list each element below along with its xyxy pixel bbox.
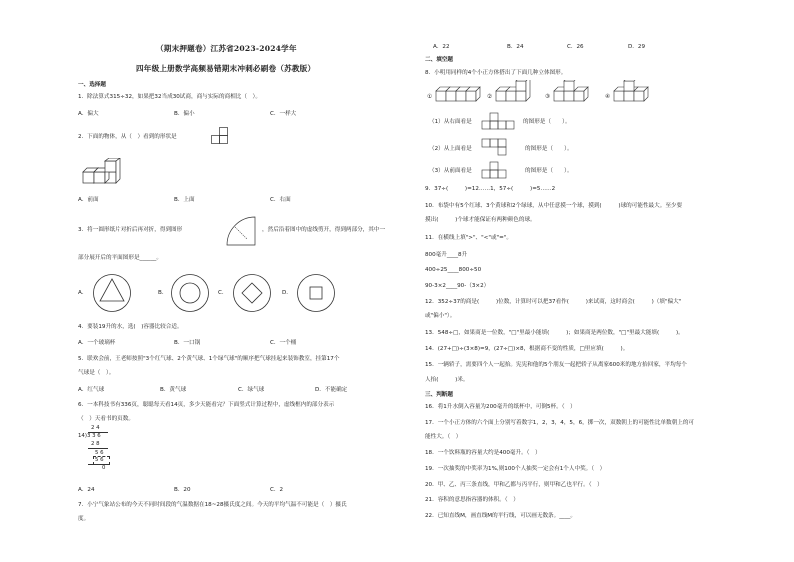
q3-figure-d [296, 273, 336, 313]
q8-figure-1 [435, 82, 485, 106]
q8-sub2: （2）从上面看是 [429, 146, 472, 152]
q8-sub3-shape [481, 161, 523, 179]
section-judge: 三、判断题 [425, 392, 453, 398]
section-fill: 二、填空题 [425, 57, 453, 63]
q20: 20．甲、乙、丙三条直线，甲和乙都与丙平行，则甲和乙也平行。（ ） [425, 482, 603, 488]
q3-opt-b: B． [158, 290, 168, 296]
q6-opt-b: B．20 [174, 487, 191, 493]
q1-opt-a: A．偏大 [78, 111, 99, 117]
q7-opt-a: A．22 [433, 44, 450, 50]
q8-sub2-shape [481, 138, 523, 158]
q6-quotient: 2 4 [91, 425, 100, 431]
left-column [78, 0, 400, 562]
q7-line1: 7．小宁气象站公布的今天不同时间段的气温数据在18~28摄氏度之间。今天的平均气温不可能是（ ）摄氏 [78, 502, 347, 508]
q1-opt-b: B．偏小 [174, 111, 195, 117]
q2-opt-a: A．前面 [78, 197, 99, 203]
q11-row3: 90-3×2____90-（3×2） [425, 283, 490, 289]
q7-opt-c: C．26 [567, 44, 584, 50]
q7-opt-b: B．24 [507, 44, 524, 50]
q8-figure-4 [613, 80, 657, 106]
q11: 11．在横线上填">"、"<"或"="。 [425, 235, 512, 241]
q8-sub2-tail: 的图形是（ ）。 [525, 146, 573, 152]
header-line1: （期末押题卷）江苏省2023-2024学年 [156, 44, 297, 53]
q3-part2: ，然后沿着图中的虚线剪开，得到两部分，其中一 [262, 227, 386, 233]
q2-view-figure [211, 125, 237, 147]
q15-line1: 15．一辆轿子，需要四个人一起抬。宪宪和他的5个朋友一起把轿子从离家600米的地方抬回家，平均每个 [425, 362, 687, 368]
q7-line2: 度。 [78, 516, 90, 522]
q8-label-4: ④ [605, 94, 611, 100]
q1-opt-c: C．一样大 [270, 111, 297, 117]
q15-line2: 人抬( )米。 [425, 377, 469, 383]
q3-quarter-circle [225, 215, 259, 247]
q2-opt-c: C．右面 [270, 197, 291, 203]
q2: 2．下面的物体，从（ ）看到的形状是 [78, 134, 177, 140]
q2-opt-b: B．上面 [174, 197, 195, 203]
q10-line1: 10．布袋中有5个红球、3个黄球和2个绿球，从中任意摸一个球，摸到( )球的可能性最大。至少要 [425, 203, 683, 209]
q3-figure-c [232, 273, 272, 313]
q8-figure-3 [553, 80, 601, 106]
q16: 16．将1升水倒入容量为200毫升的纸杯中，可倒5杯。（ ） [425, 404, 576, 410]
q22: 22．已知直线M，画直线M的平行线，可以画无数条。____。 [425, 513, 577, 519]
q3-opt-d: D． [282, 290, 292, 296]
q12-line2: 或"偏小"）。 [425, 313, 456, 319]
q2-cubes-figure [82, 158, 124, 190]
q8-sub3: （3）从前面看是 [429, 168, 472, 174]
q11-row1: 800毫升____8升 [425, 252, 468, 258]
q8-label-2: ② [487, 94, 493, 100]
q8-sub1-shape [481, 112, 521, 130]
q1: 1．除法算式315÷32，如果把32当成30试商，商与实际的商相比（ ）。 [78, 94, 261, 100]
q7-opt-d: D．29 [628, 44, 646, 50]
q8-figure-2 [495, 80, 543, 106]
q3-opt-c: C． [218, 290, 228, 296]
q6-line1: 6．一本科技书有336页，聪聪每天看14页，多少天能看完？下面竖式计算过程中，虚线框内的部分表示 [78, 402, 335, 408]
q12-line1: 12．352÷37的商是( )位数，计算时可以把37看作( )来试商，这时商会( )（填"偏大" [425, 299, 682, 305]
q8-label-1: ① [427, 94, 433, 100]
q5-line2: 气球是（ ）。 [78, 370, 115, 376]
q6-step3: 5 6 [95, 457, 104, 463]
q5-opt-c: C．绿气球 [238, 387, 265, 393]
q4: 4．要装19升的水，选( )容器比较合适。 [78, 324, 183, 330]
q8: 8．小明用同样的4个小正方体搭出了下面几种立体图形。 [425, 70, 567, 76]
q5-opt-b: B．黄气球 [160, 387, 187, 393]
q8-sub3-tail: 的图形是（ ）。 [525, 168, 573, 174]
q5-opt-a: A．红气球 [78, 387, 105, 393]
q3-part1: 3．将一圆形纸片对折后再对折，得到图形 [78, 227, 183, 233]
right-column [425, 0, 765, 562]
q4-opt-c: C．一个桶 [270, 340, 297, 346]
q17-line1: 17．一个小正方体的六个面上分别写着数字1，2，3，4，5，6，掷一次，双数朝上的可能性比单数朝上的可 [425, 420, 695, 426]
q9: 9．37÷( )=12……1，57÷( )=5……2 [425, 186, 556, 192]
q14: 14．(27+□)÷(3×8)=9，(27÷□)×8，根据商不变的性质，□里应填( )。 [425, 346, 629, 352]
header-line2: 四年级上册数学高频易错期末冲刺必刷卷（苏教版） [136, 64, 316, 73]
q21: 21．容积的意思指容器的体积。（ ） [425, 497, 519, 503]
q13: 13．548÷□，如果商是一位数，"□"里最小能填( )；如果商是两位数，"□"里最大能填( )。 [425, 330, 684, 336]
q5-line1: 5．联欢会前，王老师按照"3个红气球、2个黄气球、1个绿气球"的顺序把气球挂起来装饰教室，挂第17个 [78, 356, 340, 362]
q6-long-division [78, 425, 118, 471]
q6-opt-a: A．24 [78, 487, 95, 493]
q3-figure-b [170, 273, 210, 313]
q5-opt-d: D．不能确定 [315, 387, 348, 393]
q11-row2: 400÷25____800÷50 [425, 267, 482, 273]
q8-label-3: ③ [545, 94, 551, 100]
q3-figure-a [92, 273, 132, 313]
q3-part3: 部分展开后的平面图形是______。 [78, 255, 162, 261]
q19: 19．一次抽奖的中奖率为1%,则100个人抽奖一定会有1个人中奖。（ ） [425, 466, 606, 472]
q8-sub1: （1）从右面看是 [429, 119, 472, 125]
q3-opt-a: A． [78, 290, 88, 296]
q17-line2: 能性大。（ ） [425, 434, 462, 440]
q18: 18．一个饮料瓶的容量大约是400毫升。（ ） [425, 450, 541, 456]
q4-opt-a: A．一个玻璃杯 [78, 340, 116, 346]
q6-line2: （ ）天看书的页数。 [78, 416, 134, 422]
q4-opt-b: B．一口锅 [174, 340, 201, 346]
q6-opt-c: C．2 [270, 487, 284, 493]
q10-line2: 摸出( )个球才能保证有两种颜色的球。 [425, 217, 536, 223]
section-choice: 一、选择题 [78, 82, 106, 88]
q6-remainder: 0 [102, 465, 106, 471]
q6-dividend: 14)3 3 6 [78, 433, 101, 439]
q8-sub1-tail: 的图形是（ ）。 [523, 119, 571, 125]
q6-step2: 5 6 [95, 450, 104, 456]
q6-step1: 2 8 [91, 441, 100, 447]
